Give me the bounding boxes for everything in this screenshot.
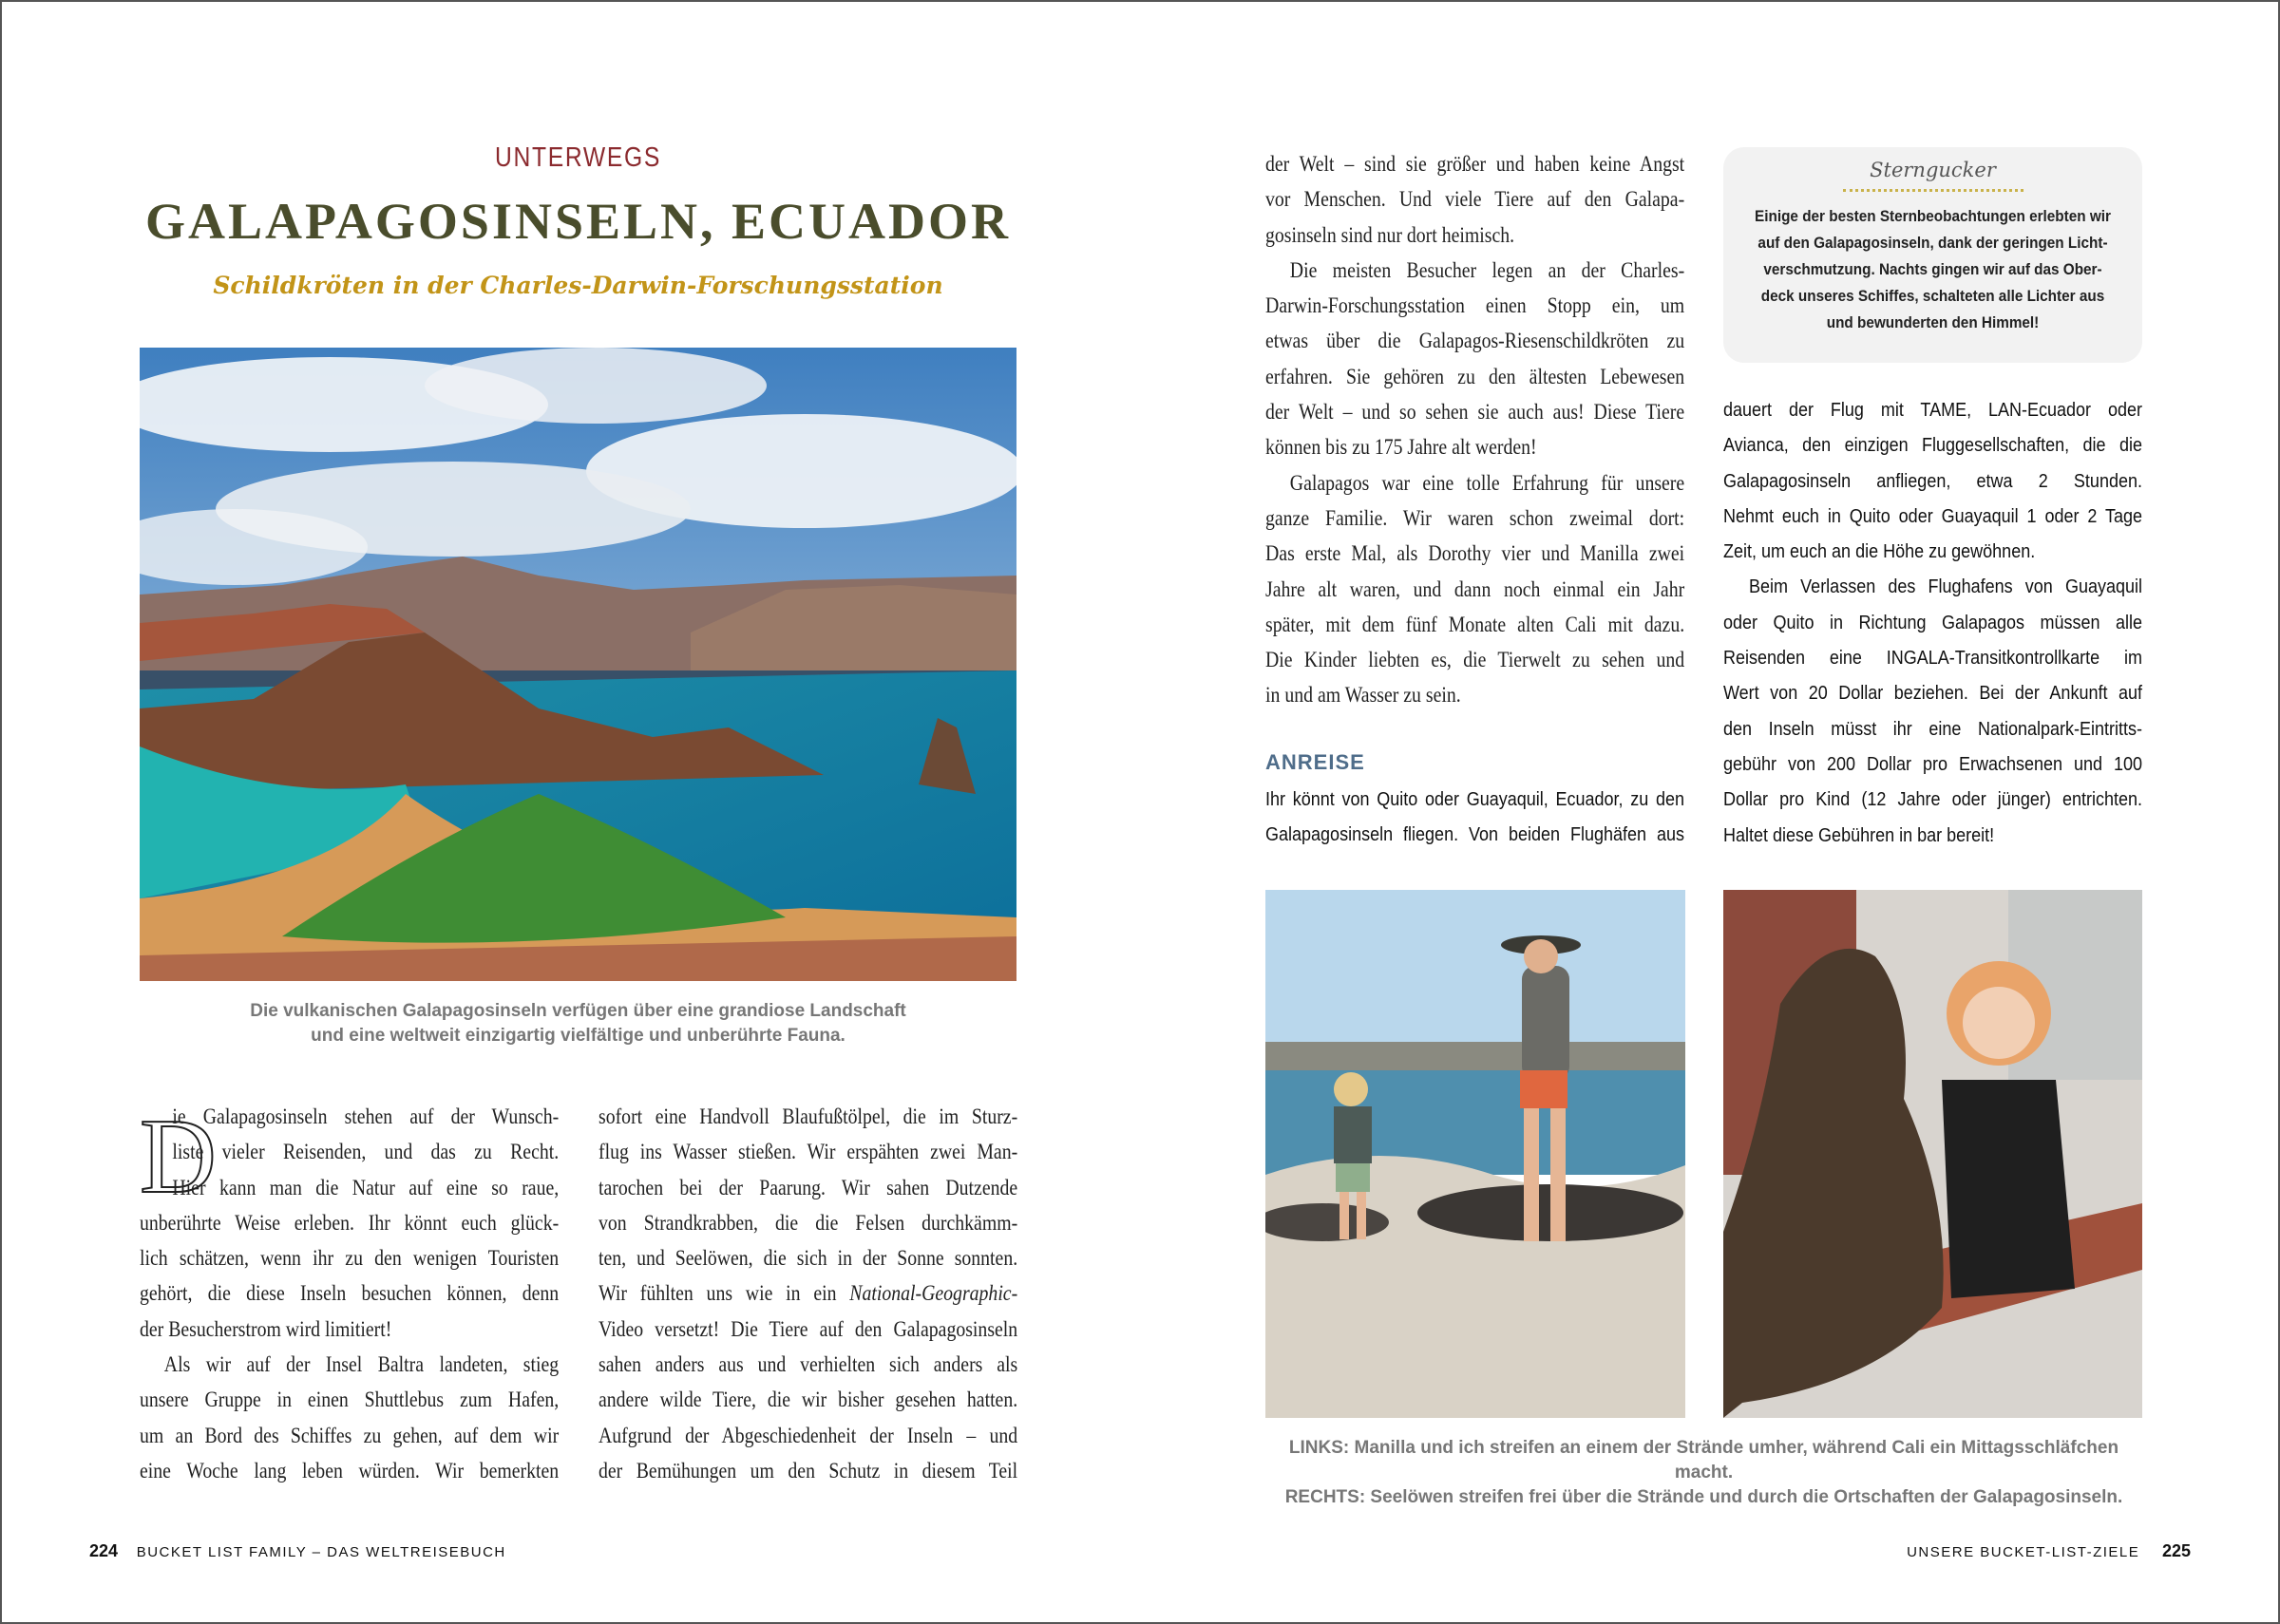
text-line <box>1723 393 2142 428</box>
text-line-content: Aufgrund der Abgeschiedenheit der Inseln – und <box>598 1423 1018 1447</box>
text-line <box>598 1240 1017 1275</box>
page-subtitle: Schildkröten in der Charles-Darwin-Forschungsstation <box>213 272 943 299</box>
text-line <box>1265 572 1684 607</box>
text-line <box>1265 429 1684 464</box>
text-line-content: Die meisten Besucher legen an der Charles- <box>1289 257 1685 282</box>
text-line <box>598 1099 1017 1134</box>
page-title: GALAPAGOSINSELN, ECUADOR <box>144 193 1012 250</box>
text-line <box>1723 500 2142 535</box>
box-line: Einige der besten Sternbeobachtungen erlebten wir <box>1755 207 2111 225</box>
column-right-2 <box>1723 393 2142 854</box>
caption-line: und eine weltweit einzigartig vielfältige und unberührte Fauna. <box>311 1026 846 1046</box>
text-line <box>1265 783 1684 818</box>
caption-line: LINKS: Manilla und ich streifen an einem der Strände umher, während Cali ein Mittagsschläfchen macht. <box>1288 1438 2119 1482</box>
text-line <box>140 1240 559 1275</box>
text-line <box>1265 536 1684 571</box>
text-line-content: oder Quito in Richtung Galapagos müssen alle <box>1723 612 2142 633</box>
text-line <box>1723 783 2142 818</box>
text-line-content: tarochen bei der Paarung. Wir sahen Dutzende <box>598 1175 1018 1199</box>
text-line <box>1723 819 2142 854</box>
text-line-content: um an Bord des Schiffes zu gehen, auf dem wir <box>140 1423 560 1447</box>
text-line <box>598 1453 1017 1488</box>
text-line-content: eine Woche lang leben würden. Wir bemerkten <box>140 1458 560 1482</box>
text-line <box>1723 676 2142 711</box>
text-line-content: Als wir auf der Insel Baltra landeten, stieg <box>163 1352 560 1377</box>
text-line-content: erfahren. Sie gehören zu den ältesten Lebewesen <box>1265 364 1685 388</box>
text-line-content: unsere Gruppe in einen Shuttlebus zum Hafen, <box>140 1388 560 1412</box>
text-line <box>598 1347 1017 1382</box>
drop-cap: D <box>140 1098 217 1216</box>
text-line-content: Beim Verlassen des Flughafens von Guayaquil <box>1749 576 2142 598</box>
text-line-content: Nehmt euch in Quito oder Guayaquil 1 oder 2 Tage <box>1723 505 2142 527</box>
text-line <box>1265 465 1684 500</box>
text-line <box>1265 217 1684 253</box>
text-line-content: Das erste Mal, als Dorothy vier und Manilla zwei <box>1265 541 1685 566</box>
text-line <box>1723 570 2142 605</box>
text-line-content: gehört, die diese Inseln besuchen können, denn <box>140 1281 560 1306</box>
text-line <box>1723 712 2142 747</box>
running-title: BUCKET LIST FAMILY – DAS WELTREISEBUCH <box>136 1544 506 1560</box>
italic-text: National-Geographic- <box>849 1281 1018 1306</box>
text-line-content: Wir fühlten uns wie in ein <box>598 1281 850 1306</box>
text-line <box>1265 181 1684 217</box>
caption-line: RECHTS: Seelöwen streifen frei über die Strände und durch die Ortschaften der Galapagosinseln. <box>1284 1487 2123 1507</box>
text-line-content: gebühr von 200 Dollar pro Erwachsenen und 100 <box>1723 753 2142 775</box>
text-line <box>140 1134 559 1169</box>
sidebar-box-text <box>1744 203 2121 336</box>
text-line-content: andere wilde Tiere, die wir bisher gesehen hatten. <box>598 1388 1018 1412</box>
running-title: UNSERE BUCKET-LIST-ZIELE <box>1907 1544 2140 1560</box>
text-line-content: von Strandkrabben, die die Felsen durchkämm- <box>598 1210 1018 1235</box>
text-line <box>140 1170 559 1205</box>
text-line-content: etwas über die Galapagos-Riesenschildkröten zu <box>1265 329 1685 353</box>
footer-right <box>1907 1541 2191 1561</box>
page-number: 225 <box>2161 1541 2191 1560</box>
text-line <box>1265 394 1684 429</box>
text-line-content: Avianca, den einzigen Fluggesellschaften, die die <box>1723 435 2142 457</box>
sidebar-box-title: Sterngucker <box>1870 159 1996 181</box>
text-line-content: Dollar pro Kind (12 Jahre oder jünger) entrichten. <box>1723 789 2142 811</box>
text-line-content: flug ins Wasser stießen. Wir erspähten zwei Man- <box>598 1140 1018 1164</box>
sidebar-box-sterngucker <box>1723 147 2142 363</box>
text-line-content: den Inseln müsst ihr eine Nationalpark-Eintritts- <box>1723 718 2142 740</box>
text-line-content: der Welt – und so sehen sie auch aus! Diese Tiere <box>1265 400 1685 425</box>
text-line <box>598 1418 1017 1453</box>
text-line-content: der Besucherstrom wird limitiert! <box>140 1316 392 1341</box>
text-line <box>598 1312 1017 1347</box>
column-right-1-anreise <box>1265 783 1684 854</box>
text-line <box>1723 606 2142 641</box>
text-line-content: Hier kann man die Natur auf eine so raue, <box>172 1175 560 1199</box>
column-left-1 <box>140 1099 559 1488</box>
text-line <box>1265 677 1684 712</box>
sea-lion-photo <box>1723 890 2142 1418</box>
section-kicker: UNTERWEGS <box>494 142 662 173</box>
photo-caption <box>1265 1436 2142 1510</box>
text-line-content: ie Galapagosinseln stehen auf der Wunsch- <box>172 1105 560 1128</box>
text-line <box>140 1275 559 1311</box>
text-line <box>140 1205 559 1240</box>
text-line-content: Darwin-Forschungsstation einen Stopp ein, um <box>1265 293 1685 318</box>
box-line: auf den Galapagosinseln, dank der geringen Licht- <box>1758 234 2108 252</box>
text-line <box>1265 500 1684 536</box>
text-line <box>598 1205 1017 1240</box>
text-line <box>1723 747 2142 783</box>
text-line-content: in und am Wasser zu sein. <box>1265 683 1461 708</box>
text-line-content: Reisenden eine INGALA-Transitkontrollkarte im <box>1723 648 2142 670</box>
text-line <box>1265 146 1684 181</box>
caption-line: Die vulkanischen Galapagosinseln verfügen über eine grandiose Landschaft <box>250 1001 906 1021</box>
text-line-content: später, mit dem fünf Monate alten Cali mit dazu. <box>1265 612 1685 636</box>
text-line-content: Video versetzt! Die Tiere auf den Galapagosinseln <box>598 1316 1018 1341</box>
text-line-content: Haltet diese Gebühren in bar bereit! <box>1723 824 1995 846</box>
text-line-content: Galapagosinseln fliegen. Von beiden Flughäfen aus <box>1265 824 1684 846</box>
text-line <box>140 1312 559 1347</box>
text-line <box>1265 323 1684 358</box>
text-line-content: sofort eine Handvoll Blaufußtölpel, die im Sturz- <box>598 1105 1018 1128</box>
text-line-content: Die Kinder liebten es, die Tierwelt zu sehen und <box>1265 648 1685 672</box>
dotted-divider <box>1843 189 2024 192</box>
text-line-content: Wert von 20 Dollar beziehen. Bei der Ankunft auf <box>1723 683 2142 705</box>
text-line <box>1265 607 1684 642</box>
text-line <box>1265 818 1684 853</box>
text-line <box>598 1275 1017 1311</box>
text-line <box>1723 464 2142 500</box>
text-line <box>140 1099 559 1134</box>
text-line-content: Jahre alt waren, und dann noch einmal ein Jahr <box>1265 576 1685 601</box>
box-line: verschmutzung. Nachts gingen wir auf das Ober- <box>1763 260 2102 278</box>
text-line-content: gosinseln sind nur dort heimisch. <box>1265 222 1515 247</box>
page-number: 224 <box>89 1541 119 1560</box>
text-line <box>1265 359 1684 394</box>
text-line-content: Ihr könnt von Quito oder Guayaquil, Ecuador, zu den <box>1265 789 1684 810</box>
text-line <box>1265 642 1684 677</box>
box-line: deck unseres Schiffes, schalteten alle Lichter aus <box>1760 287 2105 305</box>
column-right-1 <box>1265 146 1684 713</box>
text-line-content: der Welt – sind sie größer und haben keine Angst <box>1265 152 1685 176</box>
text-line <box>1723 428 2142 463</box>
box-line: und bewunderten den Himmel! <box>1826 313 2040 331</box>
footer-left <box>89 1541 506 1561</box>
text-line-content: der Bemühungen um den Schutz in diesem Teil <box>598 1458 1018 1482</box>
column-left-2 <box>598 1099 1017 1488</box>
text-line <box>598 1134 1017 1169</box>
text-line <box>140 1453 559 1488</box>
landscape-photo <box>140 348 1016 981</box>
text-line <box>1723 535 2142 570</box>
section-heading-anreise: ANREISE <box>1265 750 1365 774</box>
text-line-content: Galapagosinseln anfliegen, etwa 2 Stunden. <box>1723 470 2142 492</box>
text-line <box>598 1382 1017 1417</box>
text-line <box>140 1418 559 1453</box>
text-line-content: Galapagos war eine tolle Erfahrung für unsere <box>1289 470 1685 495</box>
text-line-content: sahen anders aus und verhielten sich anders als <box>598 1352 1018 1377</box>
text-line-content: dauert der Flug mit TAME, LAN-Ecuador oder <box>1723 400 2142 421</box>
text-line-content: Zeit, um euch an die Höhe zu gewöhnen. <box>1723 541 2036 563</box>
beach-family-photo <box>1265 890 1685 1418</box>
text-line <box>1723 641 2142 676</box>
text-line-content: ten, und Seelöwen, die sich in der Sonne sonnten. <box>598 1246 1018 1271</box>
text-line-content: können bis zu 175 Jahre alt werden! <box>1265 435 1537 460</box>
text-line <box>598 1170 1017 1205</box>
text-line <box>140 1382 559 1417</box>
landscape-caption <box>140 999 1016 1048</box>
text-line-content: unberührte Weise erleben. Ihr könnt euch glück- <box>140 1210 560 1235</box>
text-line-content: lich schätzen, wenn ihr zu den wenigen Touristen <box>140 1246 560 1271</box>
text-line-content: vor Menschen. Und viele Tiere auf den Galapa- <box>1265 187 1685 212</box>
text-line <box>1265 253 1684 288</box>
text-line-content: liste vieler Reisenden, und das zu Recht. <box>172 1140 560 1164</box>
text-line-content: ganze Familie. Wir waren schon zweimal dort: <box>1265 505 1685 530</box>
text-line <box>1265 288 1684 323</box>
text-line <box>140 1347 559 1382</box>
